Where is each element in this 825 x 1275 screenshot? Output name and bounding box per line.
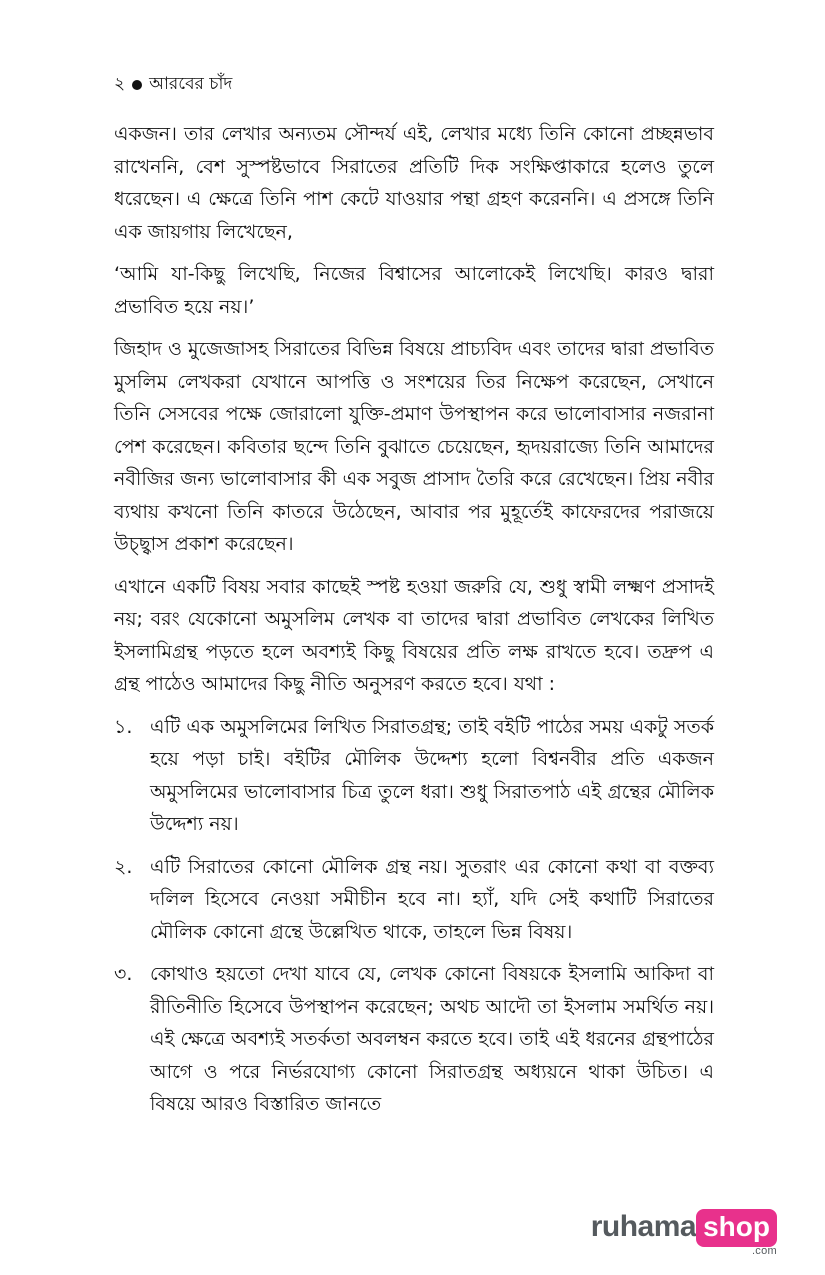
quote-paragraph: ‘আমি যা-কিছু লিখেছি, নিজের বিশ্বাসের আলোকেই লিখেছি। কারও দ্বারা প্রভাবিত হয়ে নয়।’ bbox=[114, 263, 714, 318]
list-text: কোথাও হয়তো দেখা যাবে যে, লেখক কোনো বিষয়কে ইসলামি আকিদা বা রীতিনীতি হিসেবে উপস্থাপন করেছেন; অথচ আদৌ তা ইসলাম সমর্থিত নয়। এই ক্ষেত্রে অবশ্যই সতর্কতা অবলম্বন করতে হবে। তাই এই ধরনের গ্রন্থপাঠের আগে ও পরে নির্ভরযোগ্য কোনো সিরাতগ্রন্থ অধ্যয়নে থাকা উচিত। এ বিষয়ে আরও বিস্তারিত জানতে bbox=[150, 963, 714, 1115]
page-number: ২ bbox=[114, 74, 126, 94]
logo-text-domain: .com bbox=[751, 1245, 777, 1257]
list-number: ১. bbox=[114, 715, 133, 738]
logo-text-ruhama: ruhama bbox=[590, 1210, 697, 1243]
ruhamashop-logo bbox=[590, 1207, 777, 1257]
list-item bbox=[114, 711, 714, 841]
list-number: ২. bbox=[114, 855, 133, 878]
list-item bbox=[114, 851, 714, 949]
list-text: এটি এক অমুসলিমের লিখিত সিরাতগ্রন্থ; তাই বইটি পাঠের সময় একটু সতর্ক হয়ে পড়া চাই। বইটির মৌলিক উদ্দেশ্য হলো বিশ্বনবীর প্রতি একজন অমুসলিমের ভালোবাসার চিত্র তুলে ধরা। শুধু সিরাতপাঠ এই গ্রন্থের মৌলিক উদ্দেশ্য নয়। bbox=[150, 715, 714, 835]
paragraph: এখানে একটি বিষয় সবার কাছেই স্পষ্ট হওয়া জরুরি যে, শুধু স্বামী লক্ষ্মণ প্রসাদই নয়; বরং যেকোনো অমুসলিম লেখক বা তাদের দ্বারা প্রভাবিত লেখকের লিখিত ইসলামিগ্রন্থ পড়তে হলে অবশ্যই কিছু বিষয়ের প্রতি লক্ষ রাখতে হবে। তদ্রুপ এ গ্রন্থ পাঠেও আমাদের কিছু নীতি অনুসরণ করতে হবে। যথা : bbox=[114, 575, 714, 695]
logo-text-shop: shop bbox=[696, 1209, 777, 1247]
paragraph: জিহাদ ও মুজেজাসহ সিরাতের বিভিন্ন বিষয়ে প্রাচ্যবিদ এবং তাদের দ্বারা প্রভাবিত মুসলিম লেখকরা যেখানে আপত্তি ও সংশয়ের তির নিক্ষেপ করেছেন, সেখানে তিনি সেসবের পক্ষে জোরালো যুক্তি-প্রমাণ উপস্থাপন করে ভালোবাসার নজরানা পেশ করেছেন। কবিতার ছন্দে তিনি বুঝাতে চেয়েছেন, হৃদয়রাজ্যে তিনি আমাদের নবীজির জন্য ভালোবাসার কী এক সবুজ প্রাসাদ তৈরি করে রেখেছেন। প্রিয় নবীর ব্যথায় কখনো তিনি কাতরে উঠেছেন, আবার পর মুহূর্তেই কাফেরদের পরাজয়ে উচ্ছ্বাস প্রকাশ করেছেন। bbox=[114, 338, 714, 555]
list-number: ৩. bbox=[114, 963, 133, 985]
list-item bbox=[114, 958, 714, 1121]
list-text: এটি সিরাতের কোনো মৌলিক গ্রন্থ নয়। সুতরাং এর কোনো কথা বা বক্তব্য দলিল হিসেবে নেওয়া সমীচীন হবে না। হ্যাঁ, যদি সেই কথাটি সিরাতের মৌলিক কোনো গ্রন্থে উল্লেখিত থাকে, তাহলে ভিন্ন বিষয়। bbox=[150, 855, 714, 943]
running-header bbox=[114, 76, 232, 93]
numbered-list bbox=[114, 711, 714, 1121]
paragraph: একজন। তার লেখার অন্যতম সৌন্দর্য এই, লেখার মধ্যে তিনি কোনো প্রচ্ছন্নভাব রাখেননি, বেশ সুস্পষ্টভাবে সিরাতের প্রতিটি দিক সংক্ষিপ্তাকারে হলেও তুলে ধরেছেন। এ ক্ষেত্রে তিনি পাশ কেটে যাওয়ার পন্থা গ্রহণ করেননি। এ প্রসঙ্গে তিনি এক জায়গায় লিখেছেন, bbox=[114, 123, 714, 243]
book-title: আরবের চাঁদ bbox=[149, 74, 233, 94]
logo-badge bbox=[696, 1207, 777, 1257]
bullet-icon bbox=[132, 80, 142, 90]
page-body bbox=[114, 118, 714, 1131]
